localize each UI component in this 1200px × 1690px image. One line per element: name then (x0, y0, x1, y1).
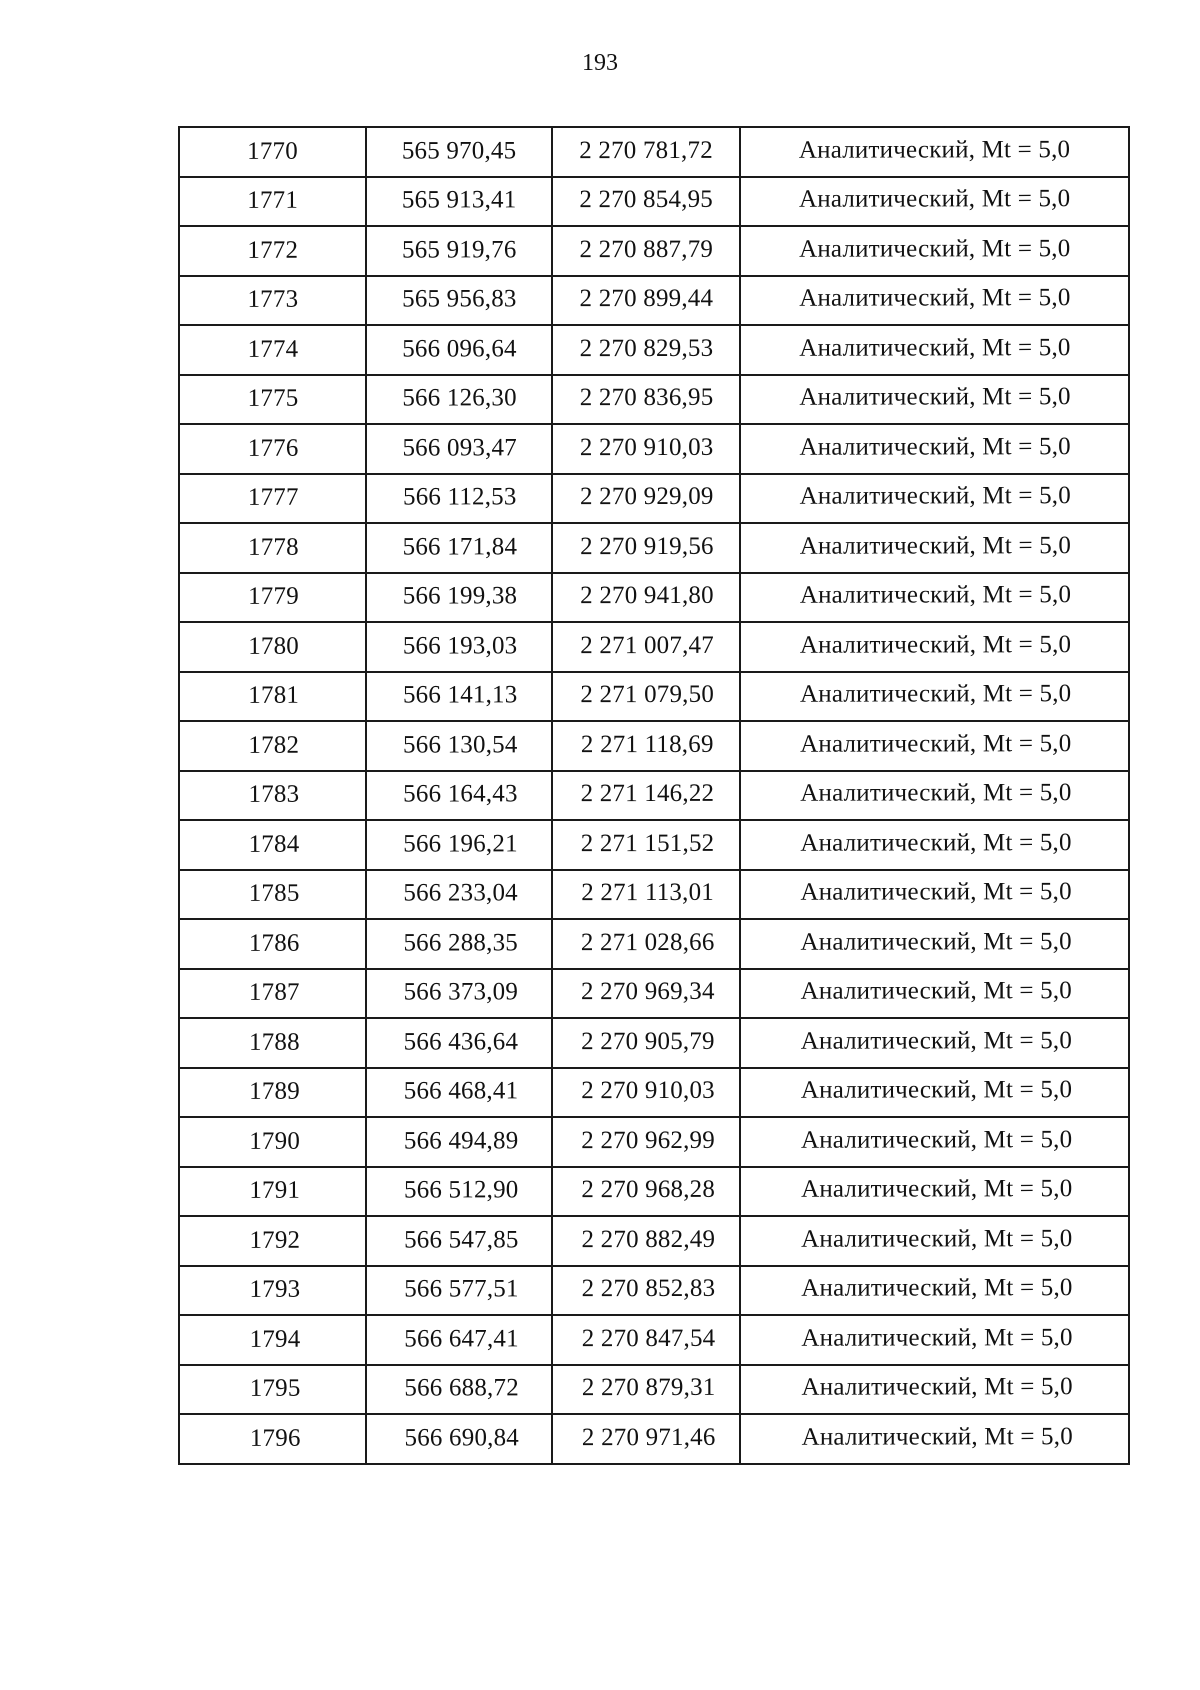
table-row (180, 769, 1130, 820)
x-coordinate-cell: 565 970,45 (366, 126, 552, 176)
method-cell: Аналитический, Mt = 5,0 (741, 571, 1130, 621)
x-coordinate-cell: 566 164,43 (367, 770, 553, 820)
table-row (180, 571, 1130, 622)
method-cell: Аналитический, Mt = 5,0 (740, 323, 1129, 373)
x-coordinate-cell: 566 494,89 (368, 1116, 554, 1166)
method-cell: Аналитический, Mt = 5,0 (741, 472, 1130, 522)
point-number-cell: 1796 (182, 1414, 369, 1464)
x-coordinate-cell: 566 688,72 (369, 1364, 555, 1414)
method-cell: Аналитический, Mt = 5,0 (740, 274, 1129, 324)
x-coordinate-cell: 566 690,84 (369, 1413, 555, 1463)
x-coordinate-cell: 566 577,51 (368, 1265, 554, 1315)
table-row (180, 472, 1130, 523)
point-number-cell: 1786 (181, 919, 368, 969)
table-row (179, 224, 1129, 275)
point-number-cell: 1779 (180, 572, 367, 622)
x-coordinate-cell: 566 436,64 (368, 1017, 554, 1067)
point-number-cell: 1784 (180, 820, 367, 870)
method-cell: Аналитический, Mt = 5,0 (740, 175, 1129, 225)
y-coordinate-cell: 2 270 968,28 (554, 1165, 742, 1215)
point-number-cell: 1783 (180, 770, 367, 820)
method-cell: Аналитический, Mt = 5,0 (742, 1214, 1131, 1264)
method-cell: Аналитический, Mt = 5,0 (743, 1412, 1132, 1462)
method-cell: Аналитический, Mt = 5,0 (742, 1313, 1131, 1363)
point-number-cell: 1791 (181, 1166, 368, 1216)
method-cell: Аналитический, Mt = 5,0 (741, 769, 1130, 819)
method-cell: Аналитический, Mt = 5,0 (742, 1115, 1131, 1165)
x-coordinate-cell: 566 193,03 (367, 621, 553, 671)
method-cell: Аналитический, Mt = 5,0 (742, 1066, 1131, 1116)
table-row (181, 1214, 1131, 1265)
method-cell: Аналитический, Mt = 5,0 (742, 917, 1131, 967)
y-coordinate-cell: 2 270 852,83 (554, 1264, 742, 1314)
table-row (179, 274, 1129, 325)
method-cell: Аналитический, Mt = 5,0 (741, 620, 1130, 670)
x-coordinate-cell: 566 468,41 (368, 1067, 554, 1117)
y-coordinate-cell: 2 270 919,56 (553, 522, 741, 572)
y-coordinate-cell: 2 270 854,95 (552, 175, 740, 225)
point-number-cell: 1775 (180, 374, 367, 424)
point-number-cell: 1777 (180, 473, 367, 523)
table-row (181, 1313, 1131, 1364)
point-number-cell: 1781 (180, 671, 367, 721)
method-cell: Аналитический, Mt = 5,0 (740, 125, 1129, 175)
point-number-cell: 1770 (179, 127, 366, 177)
y-coordinate-cell: 2 270 836,95 (553, 373, 741, 423)
x-coordinate-cell: 565 919,76 (366, 225, 552, 275)
x-coordinate-cell: 566 199,38 (367, 572, 553, 622)
point-number-cell: 1789 (181, 1067, 368, 1117)
table-row (181, 917, 1131, 968)
x-coordinate-cell: 566 647,41 (368, 1314, 554, 1364)
y-coordinate-cell: 2 271 028,66 (554, 918, 742, 968)
method-cell: Аналитический, Mt = 5,0 (742, 1016, 1131, 1066)
y-coordinate-cell: 2 271 146,22 (553, 769, 741, 819)
y-coordinate-cell: 2 271 118,69 (553, 720, 741, 770)
point-number-cell: 1795 (182, 1364, 369, 1414)
y-coordinate-cell: 2 270 829,53 (552, 324, 740, 374)
y-coordinate-cell: 2 270 899,44 (552, 274, 740, 324)
method-cell: Аналитический, Mt = 5,0 (741, 670, 1130, 720)
y-coordinate-cell: 2 270 910,03 (553, 423, 741, 473)
y-coordinate-cell: 2 270 905,79 (554, 1017, 742, 1067)
table-row (181, 1016, 1131, 1067)
method-cell: Аналитический, Mt = 5,0 (742, 1165, 1131, 1215)
table-row (180, 422, 1130, 473)
point-number-cell: 1773 (179, 275, 366, 325)
method-cell: Аналитический, Mt = 5,0 (741, 719, 1130, 769)
table-row (181, 868, 1131, 919)
x-coordinate-cell: 566 096,64 (366, 324, 552, 374)
y-coordinate-cell: 2 270 962,99 (554, 1116, 742, 1166)
x-coordinate-cell: 566 141,13 (367, 671, 553, 721)
table-row (182, 1412, 1132, 1463)
x-coordinate-cell: 566 112,53 (367, 473, 553, 523)
x-coordinate-cell: 566 171,84 (367, 522, 553, 572)
point-number-cell: 1788 (181, 1018, 368, 1068)
point-number-cell: 1778 (180, 523, 367, 573)
y-coordinate-cell: 2 271 151,52 (553, 819, 741, 869)
x-coordinate-cell: 565 913,41 (366, 176, 552, 226)
table-row (181, 1264, 1131, 1315)
table-row (180, 373, 1130, 424)
y-coordinate-cell: 2 270 910,03 (554, 1066, 742, 1116)
table-row (179, 175, 1129, 226)
point-number-cell: 1772 (179, 226, 366, 276)
point-number-cell: 1780 (180, 622, 367, 672)
x-coordinate-cell: 566 093,47 (367, 423, 553, 473)
point-number-cell: 1794 (181, 1315, 368, 1365)
page-number: 193 (582, 50, 618, 76)
point-number-cell: 1776 (180, 424, 367, 474)
table-row (179, 125, 1129, 176)
y-coordinate-cell: 2 271 079,50 (553, 670, 741, 720)
table-row (180, 620, 1130, 671)
method-cell: Аналитический, Mt = 5,0 (743, 1363, 1132, 1413)
table-row (180, 818, 1130, 869)
coordinates-table (178, 126, 1130, 1465)
table-row (180, 670, 1130, 721)
x-coordinate-cell: 566 233,04 (368, 869, 554, 919)
y-coordinate-cell: 2 270 929,09 (553, 472, 741, 522)
table-row (181, 1066, 1131, 1117)
table-body (179, 125, 1132, 1463)
table-row (180, 521, 1130, 572)
y-coordinate-cell: 2 270 781,72 (552, 126, 740, 176)
table-row (182, 1363, 1132, 1414)
method-cell: Аналитический, Mt = 5,0 (742, 967, 1131, 1017)
method-cell: Аналитический, Mt = 5,0 (740, 224, 1129, 274)
point-number-cell: 1793 (181, 1265, 368, 1315)
y-coordinate-cell: 2 270 969,34 (554, 967, 742, 1017)
y-coordinate-cell: 2 270 941,80 (553, 571, 741, 621)
y-coordinate-cell: 2 270 879,31 (555, 1363, 743, 1413)
y-coordinate-cell: 2 270 971,46 (555, 1413, 743, 1463)
point-number-cell: 1774 (179, 325, 366, 375)
x-coordinate-cell: 566 196,21 (367, 819, 553, 869)
method-cell: Аналитический, Mt = 5,0 (742, 868, 1131, 918)
y-coordinate-cell: 2 271 007,47 (553, 621, 741, 671)
x-coordinate-cell: 566 373,09 (368, 968, 554, 1018)
x-coordinate-cell: 566 130,54 (367, 720, 553, 770)
point-number-cell: 1771 (179, 176, 366, 226)
point-number-cell: 1782 (180, 721, 367, 771)
x-coordinate-cell: 566 512,90 (368, 1166, 554, 1216)
method-cell: Аналитический, Mt = 5,0 (742, 1264, 1131, 1314)
table-row (181, 1165, 1131, 1216)
table-row (181, 1115, 1131, 1166)
point-number-cell: 1785 (181, 869, 368, 919)
method-cell: Аналитический, Mt = 5,0 (741, 422, 1130, 472)
x-coordinate-cell: 565 956,83 (366, 275, 552, 325)
x-coordinate-cell: 566 547,85 (368, 1215, 554, 1265)
x-coordinate-cell: 566 126,30 (367, 374, 553, 424)
point-number-cell: 1792 (181, 1216, 368, 1266)
table-row (180, 719, 1130, 770)
method-cell: Аналитический, Mt = 5,0 (741, 373, 1130, 423)
y-coordinate-cell: 2 270 882,49 (554, 1215, 742, 1265)
x-coordinate-cell: 566 288,35 (368, 918, 554, 968)
y-coordinate-cell: 2 270 887,79 (552, 225, 740, 275)
table-row (181, 967, 1131, 1018)
method-cell: Аналитический, Mt = 5,0 (741, 818, 1130, 868)
point-number-cell: 1787 (181, 968, 368, 1018)
y-coordinate-cell: 2 270 847,54 (554, 1314, 742, 1364)
table-row (179, 323, 1129, 374)
point-number-cell: 1790 (181, 1117, 368, 1167)
method-cell: Аналитический, Mt = 5,0 (741, 521, 1130, 571)
y-coordinate-cell: 2 271 113,01 (554, 868, 742, 918)
